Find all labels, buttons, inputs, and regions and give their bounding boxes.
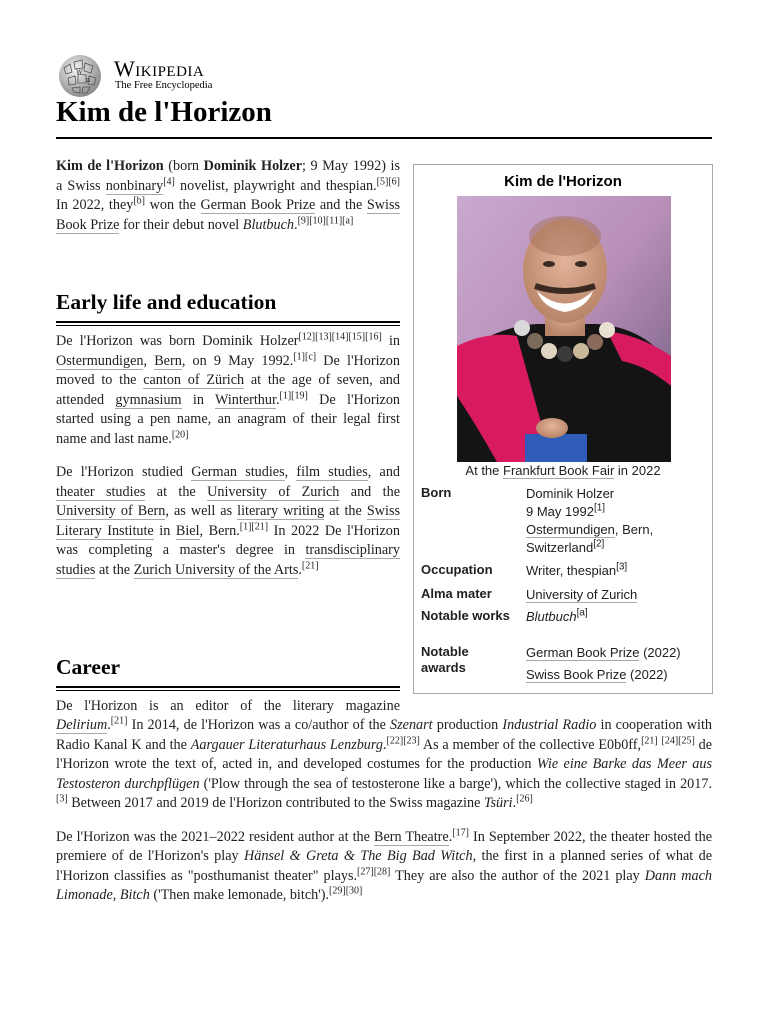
born-value [526, 485, 706, 557]
svg-text:Ω: Ω [86, 78, 91, 84]
link-zurich-university-arts[interactable]: Zurich University of the Arts [133, 561, 299, 578]
occupation-label: Occupation [421, 562, 493, 577]
link-literary-writing[interactable]: literary writing [237, 503, 325, 519]
born-ref-1[interactable]: [1] [593, 502, 606, 514]
born-place-line [526, 521, 706, 539]
link-swiss-literary-institute[interactable]: Swiss Literary Institute [56, 503, 400, 539]
works-label: Notable works [421, 608, 510, 623]
award-year: (2022) [643, 645, 681, 660]
link-university-bern[interactable]: University of Bern [56, 503, 166, 519]
section-early-life [56, 290, 400, 326]
award-year: (2022) [630, 667, 668, 682]
link-swiss-book-prize[interactable]: Swiss Book Prize [56, 197, 400, 233]
lead-paragraph: Kim de l'Horizon (born Dominik Holzer; 9 May 1992) is a Swiss nonbinary[4] novelist, playwright and thespian.[5][6] In 2022, they[b] won the German Book Prize and the Swiss Book Prize for their debut novel Blutbuch.[9][10][11][a] [56, 158, 400, 233]
link-born-ostermundigen[interactable]: Ostermundigen [526, 522, 615, 537]
awards-label: Notable awards [421, 644, 469, 675]
link-ostermundigen[interactable]: Ostermundigen [56, 352, 144, 369]
caption-prefix: At the [465, 463, 500, 478]
link-frankfurt-book-fair[interactable]: Frankfurt Book Fair [503, 463, 615, 478]
section-heading-career: Career [56, 655, 121, 679]
section-rule-thin [56, 325, 400, 326]
occupation-ref[interactable]: [3] [616, 561, 628, 573]
section-heading-early-life: Early life and education [56, 290, 277, 314]
early-life-paragraph-1: De l'Horizon was born Dominik Holzer[12][13][14][15][16] in Ostermundigen, Bern, on 9 May 1992.[1][c] De l'Horizon moved to the canton of Zürich at the age of seven, and attended gymnasium in Winterthur.[1][19] De l'Horizon started using a pen name, an anagram of their legal first name and last name.[20] [56, 331, 401, 447]
career-intro [56, 697, 400, 717]
born-country: Switzerland [526, 540, 594, 555]
svg-text:W: W [76, 68, 83, 76]
section-career [56, 655, 400, 691]
early-life-paragraph-2: De l'Horizon studied German studies, film studies, and theater studies at the University of Zurich and the University of Bern, as well as literary writing at the Swiss Literary Institute in Biel, Bern.[1][21] In 2022 De l'Horizon was completing a master's degree in transdisciplinary studies at the Zurich University of the Arts.[21] [56, 464, 401, 578]
works-ref[interactable]: [a] [576, 607, 588, 619]
alma-value [526, 586, 706, 604]
award-item [526, 666, 706, 684]
born-name: Dominik Holzer [526, 486, 615, 501]
link-award-german-book-prize[interactable]: German Book Prize [526, 645, 640, 660]
portrait-photo[interactable] [457, 196, 671, 462]
works-value [526, 608, 706, 626]
wikipedia-tagline: The Free Encyclopedia [115, 80, 213, 91]
link-canton-zurich[interactable]: canton of Zürich [143, 372, 245, 388]
career-body [56, 716, 712, 906]
infobox [413, 164, 713, 694]
link-film-studies[interactable]: film studies [296, 464, 368, 480]
link-bern[interactable]: Bern [154, 352, 182, 369]
photo-caption [414, 463, 712, 478]
caption-suffix: in 2022 [617, 463, 661, 478]
occupation-text: Writer, thespian [526, 563, 617, 578]
alma-label: Alma mater [421, 586, 492, 601]
section-rule-thin [56, 690, 400, 691]
born-ref-2[interactable]: [2] [593, 538, 605, 550]
link-delirium[interactable]: Delirium [56, 717, 108, 733]
link-german-book-prize[interactable]: German Book Prize [200, 197, 316, 213]
link-gymnasium[interactable]: gymnasium [115, 391, 182, 408]
early-life-body [56, 332, 400, 580]
occupation-value [526, 562, 706, 580]
link-university-zurich[interactable]: University of Zurich [207, 483, 340, 500]
career-paragraph-2: De l'Horizon was the 2021–2022 resident author at the Bern Theatre.[17] In September 2022, the theater hosted the premiere of de l'Horizon's play Hänsel & Greta & The Big Bad Witch, the first in a planned series of what de l'Horizon classifies as "posthumanist theater" plays.[27][28] They are also the author of the 2021 play Dann mach Limonade, Bitch ('Then make lemonade, bitch').[29][30] [56, 826, 713, 903]
link-bern-theatre[interactable]: Bern Theatre [374, 828, 449, 845]
wikipedia-globe-icon [56, 54, 104, 98]
wikipedia-wordmark: Wikipedia [114, 56, 205, 81]
link-award-swiss-book-prize[interactable]: Swiss Book Prize [526, 667, 627, 682]
born-date: 9 May 1992 [526, 504, 594, 519]
section-rule [56, 686, 400, 688]
award-item [526, 644, 706, 662]
link-theater-studies[interactable]: theater studies [56, 483, 146, 500]
lead-section [56, 157, 400, 235]
works-title: Blutbuch [526, 609, 577, 624]
born-date-line [526, 503, 706, 521]
page-title: Kim de l'Horizon [56, 96, 272, 128]
section-rule [56, 321, 400, 323]
title-divider [56, 137, 712, 139]
infobox-title: Kim de l'Horizon [504, 173, 622, 190]
link-biel[interactable]: Biel [175, 522, 200, 539]
link-alma-university-zurich[interactable]: University of Zurich [526, 587, 638, 602]
awards-value [526, 644, 706, 684]
born-country-line [526, 539, 706, 557]
career-line-1: De l'Horizon is an editor of the literary magazine [56, 698, 400, 714]
born-label: Born [421, 485, 452, 500]
career-paragraph-1: Delirium.[21] In 2014, de l'Horizon was a co/author of the Szenart production Industrial Radio in cooperation with Radio Kanal K and the Aargauer Literaturhaus Lenzburg.[22][23] As a member of the collective E0b0ff,[21] [24][25] de l'Horizon wrote the text of, acted in, and developed costumes for the production Wie eine Barke das Meer aus Testosteron durchpflügen ('Plow through the sea of testosterone like a barge'), which the collective staged in 2017.[3] Between 2017 and 2019 de l'Horizon contributed to the Swiss magazine Tsüri.[26] [56, 715, 713, 811]
link-transdisciplinary-studies[interactable]: transdisciplinary studies [56, 542, 400, 578]
link-nonbinary[interactable]: nonbinary [105, 177, 164, 194]
link-german-studies[interactable]: German studies [191, 464, 285, 480]
link-winterthur[interactable]: Winterthur [215, 391, 276, 408]
born-place-rest: , Bern, [614, 522, 654, 537]
